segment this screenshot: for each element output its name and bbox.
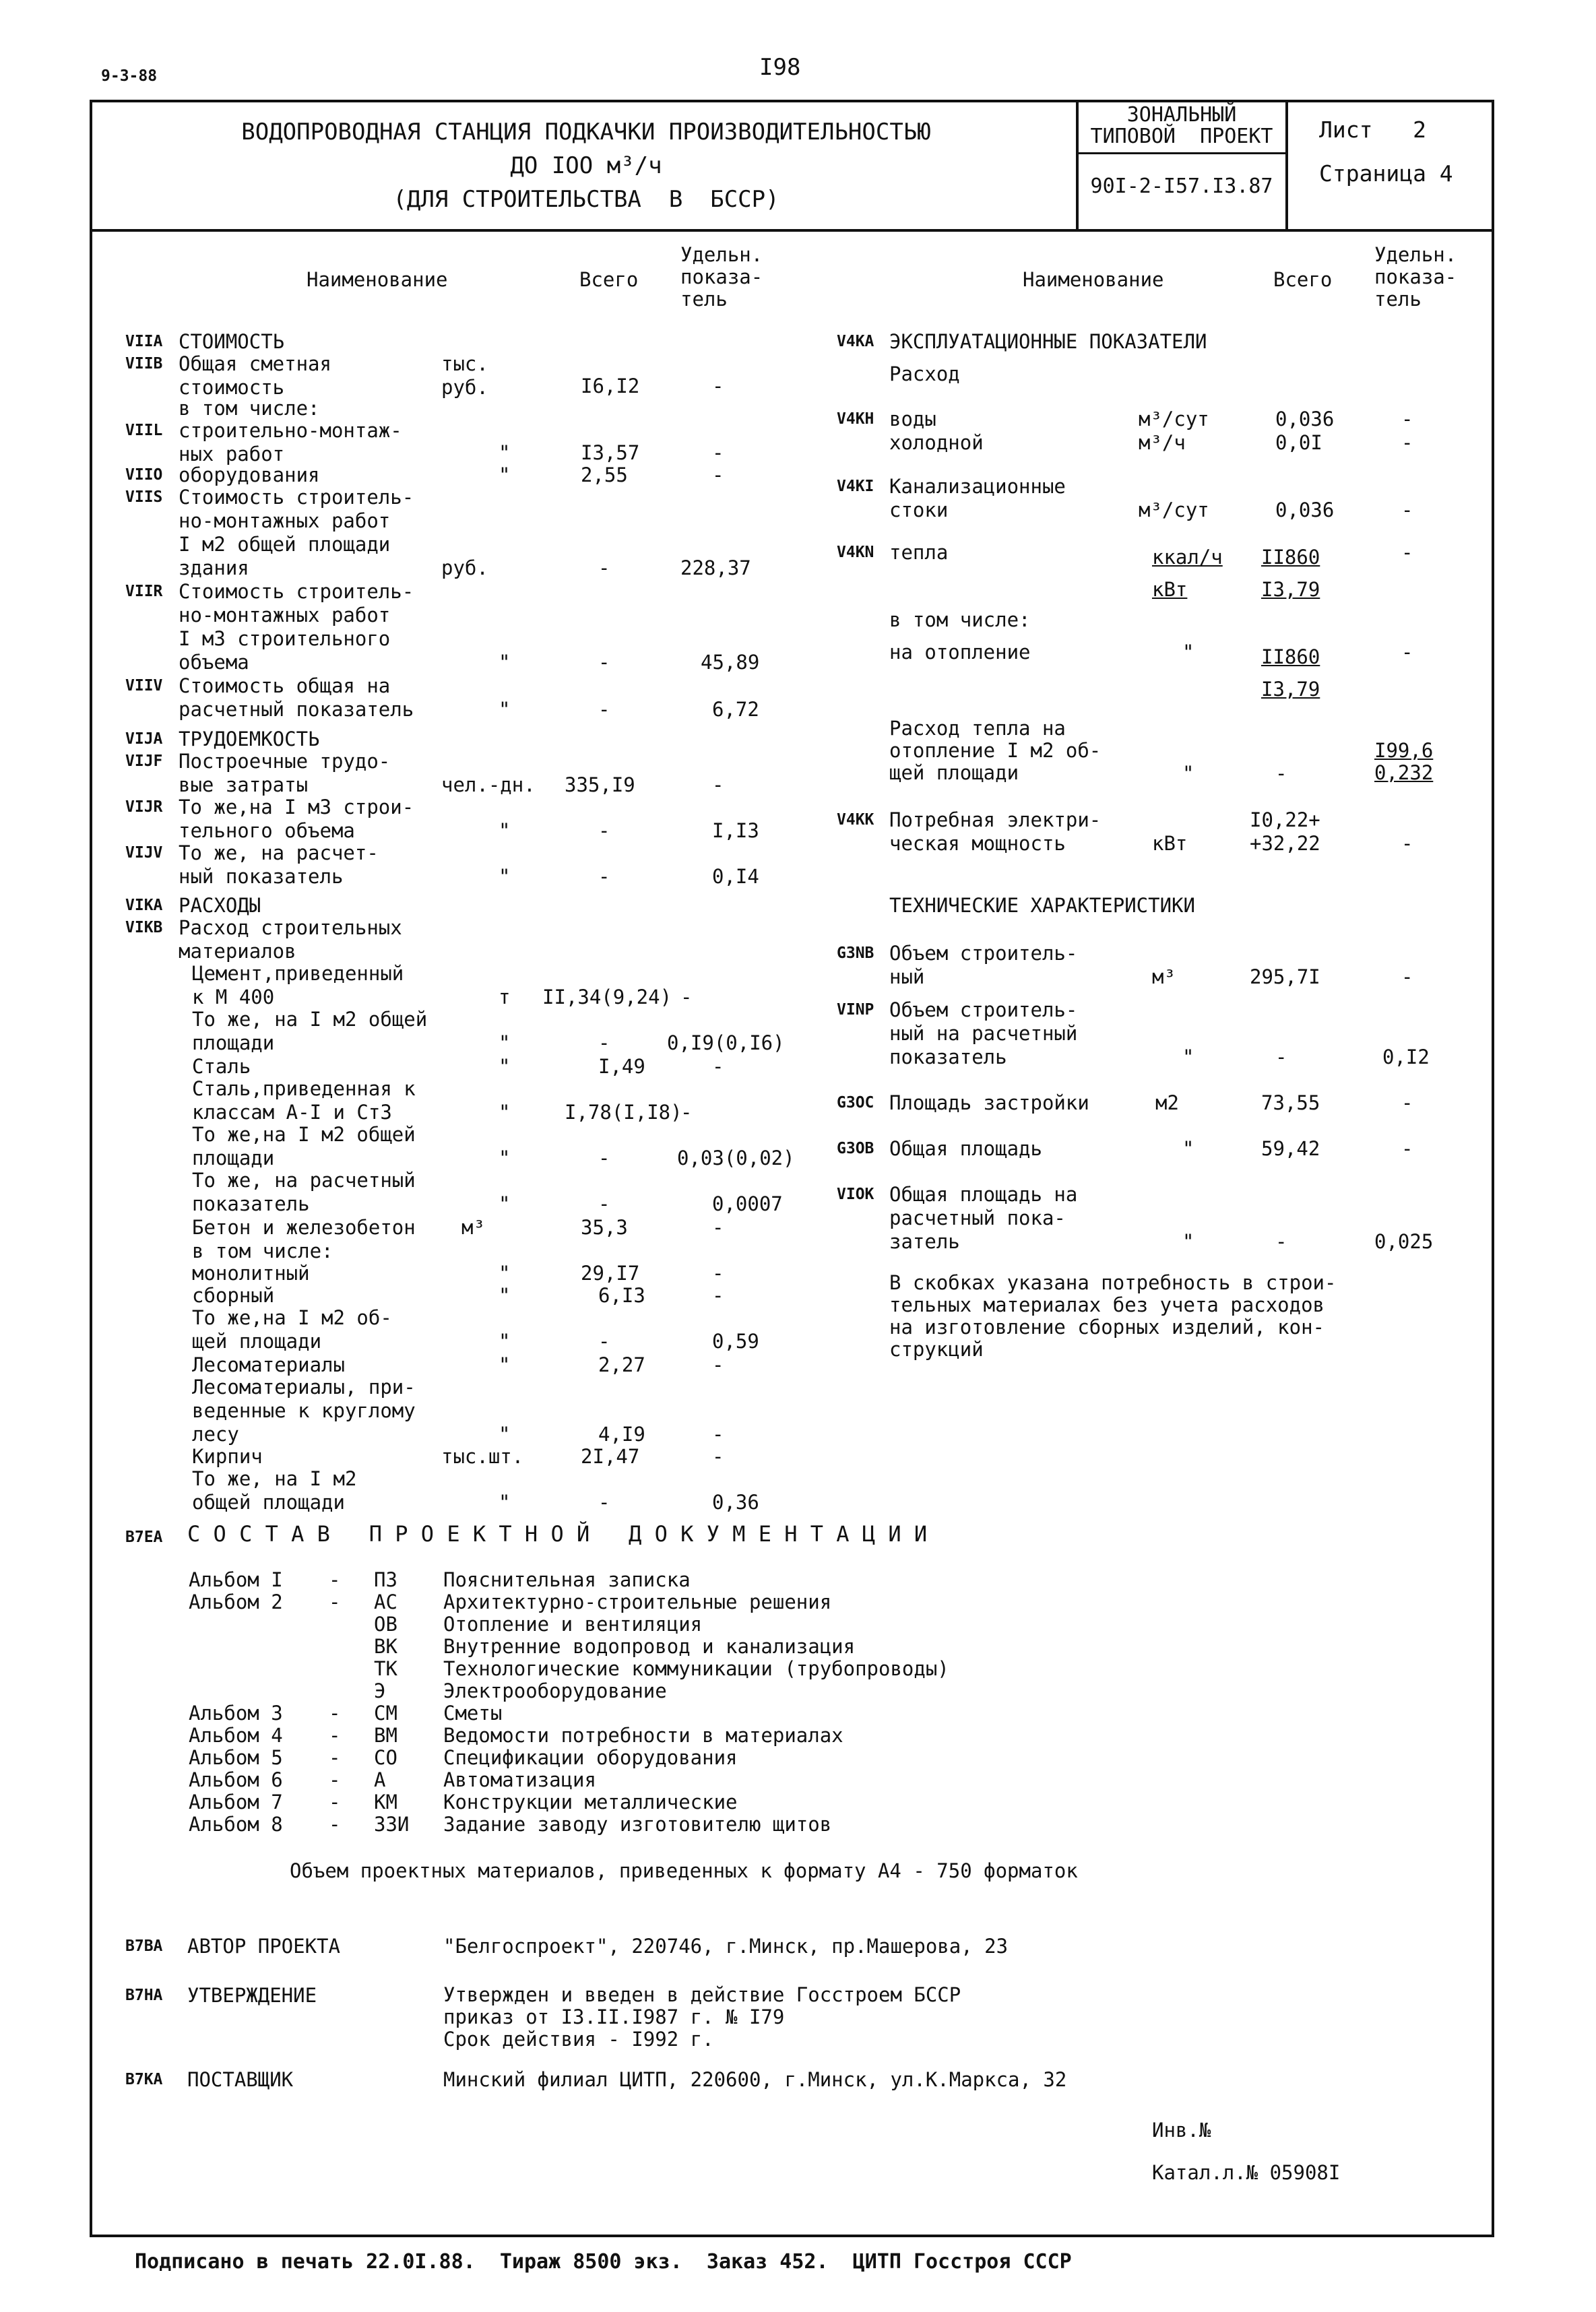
row-label: Общая площадь <box>889 1137 1042 1160</box>
album-mark: АС <box>374 1591 397 1613</box>
row-unit: " <box>499 1192 511 1215</box>
row-unit: тыс.шт. <box>441 1445 524 1468</box>
album-desc: Электрооборудование <box>443 1679 667 1702</box>
row-unit: " <box>1182 762 1194 785</box>
volume-note: Объем проектных материалов, приведенных к формату А4 - 750 форматок <box>290 1859 1078 1882</box>
row-unit: чел.-дн. <box>441 773 536 796</box>
row-unit: " <box>499 1330 511 1353</box>
inventory-number: Инв.№ <box>1152 2119 1211 2142</box>
row-unit: " <box>499 1147 511 1169</box>
row-total: 295,7I <box>1250 965 1320 988</box>
row-label: Общая площадь на расчетный пока- затель <box>889 1183 1078 1253</box>
album-desc: Автоматизация <box>443 1768 596 1791</box>
row-spec: - <box>1401 1137 1413 1160</box>
album-mark: ВМ <box>374 1724 397 1747</box>
row-unit: м³/сут м³/ч <box>1139 408 1209 454</box>
composition-code: B7EA <box>125 1529 163 1546</box>
row-label: То же,на I м2 об- щей площади <box>192 1306 392 1353</box>
row-unit: " <box>1182 1137 1194 1160</box>
row-total: 2I,47 <box>581 1445 640 1468</box>
row-unit: " <box>499 441 511 464</box>
album-mark: КМ <box>374 1791 397 1813</box>
brackets-note: В скобках указана потребность в строи- тельных материалах без учета расходов на изготовление сборных изделий, кон- струкций <box>889 1271 1337 1361</box>
album-dash: - <box>329 1568 341 1591</box>
row-spec: I99,6 0,232 <box>1374 739 1434 784</box>
row-spec: - <box>712 1445 724 1468</box>
row-label: Расход строительных материалов <box>179 916 402 963</box>
row-unit: " <box>499 1284 511 1307</box>
album-name: Альбом 2 <box>189 1591 283 1613</box>
row-unit: " <box>499 1055 511 1078</box>
row-code: VIIO <box>125 466 163 484</box>
row-code: G3OB <box>837 1140 874 1157</box>
row-unit: т <box>499 986 511 1008</box>
header-divider <box>90 229 1492 232</box>
row-spec: - <box>712 441 724 464</box>
col-spec-right: Удельн. показа- тель <box>1374 243 1457 311</box>
album-dash: - <box>329 1702 341 1725</box>
row-total: - <box>1275 1230 1287 1253</box>
row-total: - <box>598 651 610 674</box>
row-label: Стоимость общая на расчетный показатель <box>179 674 414 721</box>
row-unit: " <box>499 1491 511 1514</box>
album-desc: Внутренние водопровод и канализация <box>443 1635 856 1658</box>
row-code: VIKB <box>125 919 163 936</box>
author-label: АВТОР ПРОЕКТА <box>187 1935 340 1958</box>
album-desc: Архитектурно-строительные решения <box>443 1591 832 1613</box>
album-dash: - <box>329 1813 341 1836</box>
row-label: Сталь <box>192 1055 251 1078</box>
row-code: VIIB <box>125 355 163 373</box>
row-total: - <box>598 1192 610 1215</box>
row-spec: 45,89 <box>701 651 760 674</box>
row-label: Лесоматериалы, при- веденные к круглому лесу <box>192 1376 416 1446</box>
project-number: 90I-2-I57.I3.87 <box>1090 174 1273 198</box>
row-spec: 0,I4 <box>712 865 759 888</box>
album-dash: - <box>329 1768 341 1791</box>
row-spec: - <box>712 773 724 796</box>
row-spec: - <box>1401 965 1413 988</box>
row-spec: 228,37 <box>680 556 751 579</box>
row-spec: - <box>712 463 724 486</box>
row-spec: - <box>712 1216 724 1239</box>
row-label: сборный <box>192 1284 275 1307</box>
row-spec: - <box>1401 832 1413 855</box>
album-mark: ОВ <box>374 1613 397 1636</box>
row-label: Объем строитель- ный на расчетный показатель <box>889 998 1078 1068</box>
col-spec-left: Удельн. показа- тель <box>680 243 763 311</box>
row-total: II860 I3,79 <box>1261 645 1320 701</box>
row-label: в том числе: <box>179 397 320 420</box>
row-unit: ккал/ч кВт <box>1152 546 1223 601</box>
row-spec: - <box>680 986 693 1008</box>
row-spec: I,I3 <box>712 819 759 842</box>
row-label: То же, на расчетный показатель <box>192 1169 416 1215</box>
row-unit: м³ <box>461 1216 485 1239</box>
col-name-left: Наименование <box>307 268 448 291</box>
row-total: - <box>598 698 610 721</box>
row-label: Расход тепла на отопление I м2 об- щей площади <box>889 717 1102 784</box>
row-label: ТРУДОЕМКОСТЬ <box>179 728 320 750</box>
album-mark: ВК <box>374 1635 397 1658</box>
doc-title-2: ДО IOO м³/ч <box>510 152 662 179</box>
row-code: VIKA <box>125 897 163 914</box>
row-total: - <box>598 1330 610 1353</box>
album-name: Альбом 5 <box>189 1746 283 1769</box>
row-label: ЭКСПЛУАТАЦИОННЫЕ ПОКАЗАТЕЛИ <box>889 330 1207 353</box>
row-code: VIJV <box>125 844 163 862</box>
row-unit: тыс. руб. <box>441 352 488 399</box>
row-total: - <box>598 556 610 579</box>
row-total: - <box>598 1491 610 1514</box>
row-label: Кирпич <box>192 1445 263 1468</box>
row-unit: м2 <box>1155 1091 1179 1114</box>
row-spec: - <box>1401 499 1413 521</box>
row-unit: " <box>1182 1046 1194 1068</box>
row-total: - <box>1275 762 1287 785</box>
album-mark: Э <box>374 1679 386 1702</box>
row-unit: м³/сут <box>1139 499 1209 521</box>
row-spec: - - <box>1401 408 1413 454</box>
row-total: II,34(9,24) <box>542 986 672 1008</box>
row-total: 35,3 <box>581 1216 628 1239</box>
row-label: То же, на расчет- ный показатель <box>179 841 379 888</box>
row-total: 29,I7 <box>581 1262 640 1285</box>
row-label: оборудования <box>179 463 320 486</box>
row-label: Цемент,приведенный к М 400 <box>192 962 404 1008</box>
row-total: 6,I3 <box>598 1284 645 1307</box>
row-spec: 0,59 <box>712 1330 759 1353</box>
row-label: тепла <box>889 541 949 564</box>
row-unit: " <box>499 1262 511 1285</box>
col-total-right: Всего <box>1273 268 1333 291</box>
row-code: VIJR <box>125 798 163 816</box>
doc-title-3: (ДЛЯ СТРОИТЕЛЬСТВА В БССР) <box>393 186 779 213</box>
row-spec: 0,03(0,02) <box>677 1147 795 1169</box>
album-dash: - <box>329 1591 341 1613</box>
row-code: VIJF <box>125 752 163 770</box>
row-label: То же,на I м3 строи- тельного объема <box>179 796 414 842</box>
row-label: Потребная электри- ческая мощность <box>889 808 1102 855</box>
row-spec: 6,72 <box>712 698 759 721</box>
album-name: Альбом I <box>189 1568 283 1591</box>
row-total: I,78(I,I8) <box>565 1101 682 1124</box>
row-spec: - <box>712 375 724 397</box>
row-unit: руб. <box>441 556 488 579</box>
row-label: То же, на I м2 общей площади <box>192 1008 428 1054</box>
page-label: Страница 4 <box>1319 160 1453 187</box>
catalog-sheet-number: Катал.л.№ 05908I <box>1152 2161 1341 2184</box>
album-dash: - <box>329 1791 341 1813</box>
header-vsep-2 <box>1285 100 1288 230</box>
album-name: Альбом 4 <box>189 1724 283 1747</box>
print-footer: Подписано в печать 22.0I.88. Тираж 8500 экз. Заказ 452. ЦИТП Госстроя СССР <box>135 2250 1072 2274</box>
row-total: 59,42 <box>1261 1137 1320 1160</box>
row-spec: - <box>712 1284 724 1307</box>
series-code: 9-3-88 <box>101 67 158 85</box>
row-unit: " <box>499 1423 511 1446</box>
row-unit: " <box>1182 1230 1194 1253</box>
row-label: ТЕХНИЧЕСКИЕ ХАРАКТЕРИСТИКИ <box>889 894 1195 917</box>
row-unit: " <box>499 1101 511 1124</box>
row-label: в том числе: <box>889 608 1031 631</box>
page-number: I98 <box>759 54 801 81</box>
row-spec: - <box>712 1055 724 1078</box>
row-label: Объем строитель- ный <box>889 942 1078 988</box>
album-mark: ТК <box>374 1657 397 1680</box>
row-total: - <box>598 1147 610 1169</box>
row-label: Построечные трудо- вые затраты <box>179 750 391 796</box>
row-total: 73,55 <box>1261 1091 1320 1114</box>
row-code: V4KI <box>837 478 874 495</box>
row-spec: 0,025 <box>1374 1230 1434 1253</box>
row-label: РАСХОДЫ <box>179 894 261 917</box>
album-desc: Спецификации оборудования <box>443 1746 738 1769</box>
row-label: Расход <box>889 362 960 385</box>
row-code: V4KA <box>837 333 874 350</box>
row-unit: " <box>1182 641 1194 664</box>
author-code: B7BA <box>125 1937 163 1955</box>
row-spec: 0,I2 <box>1382 1046 1430 1068</box>
row-total: - <box>1275 1046 1287 1068</box>
row-spec: 0,0007 <box>712 1192 783 1215</box>
row-total: - <box>598 1031 610 1054</box>
row-spec: 0,36 <box>712 1491 759 1514</box>
row-total: 2,55 <box>581 463 628 486</box>
row-total: I6,I2 <box>581 375 640 397</box>
zonal-label: ЗОНАЛЬНЫЙ <box>1126 103 1237 127</box>
row-total: 0,036 <box>1275 499 1335 521</box>
album-name: Альбом 8 <box>189 1813 283 1836</box>
row-total: 4,I9 <box>598 1423 645 1446</box>
row-label: Стоимость строитель- но-монтажных работ I м2 общей площади здания <box>179 486 414 579</box>
row-code: V4KN <box>837 544 874 561</box>
row-code: V4KH <box>837 410 874 428</box>
row-label: Площадь застройки <box>889 1091 1089 1114</box>
col-name-right: Наименование <box>1023 268 1164 291</box>
row-label: на отопление <box>889 641 1031 664</box>
album-name: Альбом 7 <box>189 1791 283 1813</box>
approval-value: Утвержден и введен в действие Госстроем БССР приказ от I3.II.I987 г. № I79 Срок действия - I992 г. <box>443 1983 961 2051</box>
row-total: II860 I3,79 <box>1261 546 1320 601</box>
album-desc: Отопление и вентиляция <box>443 1613 703 1636</box>
row-label: СТОИМОСТЬ <box>179 330 285 353</box>
approval-code: B7HA <box>125 1987 163 2004</box>
supplier-code: B7KA <box>125 2071 163 2088</box>
row-label: воды холодной <box>889 408 984 454</box>
author-value: "Белгоспроект", 220746, г.Минск, пр.Машерова, 23 <box>443 1935 1009 1958</box>
album-dash: - <box>329 1724 341 1747</box>
row-spec: - <box>712 1262 724 1285</box>
row-spec: - <box>1401 541 1413 564</box>
album-mark: СО <box>374 1746 397 1769</box>
col-total-left: Всего <box>579 268 639 291</box>
row-code: VIOK <box>837 1186 874 1203</box>
supplier-value: Минский филиал ЦИТП, 220600, г.Минск, ул.К.Маркса, 32 <box>443 2068 1067 2091</box>
row-unit: " <box>499 1353 511 1376</box>
row-code: VIIR <box>125 583 163 600</box>
row-label: Лесоматериалы <box>192 1353 345 1376</box>
album-desc: Конструкции металлические <box>443 1791 738 1813</box>
approval-label: УТВЕРЖДЕНИЕ <box>187 1984 317 2007</box>
row-spec: - <box>1401 641 1413 664</box>
row-total: I0,22+ +32,22 <box>1250 808 1320 855</box>
row-unit: м³ <box>1152 965 1176 988</box>
row-label: Стоимость строитель- но-монтажных работ I м3 строительного объема <box>179 580 414 674</box>
album-desc: Технологические коммуникации (трубопроводы) <box>443 1657 949 1680</box>
row-unit: " <box>499 651 511 674</box>
composition-title: С О С Т А В П Р О Е К Т Н О Й Д О К У М Е Н Т А Ц И И <box>187 1521 928 1547</box>
row-total: I,49 <box>598 1055 645 1078</box>
sheet-label: Лист 2 <box>1319 117 1426 143</box>
row-code: V4KK <box>837 811 874 829</box>
album-mark: СМ <box>374 1702 397 1725</box>
row-code: VIIS <box>125 488 163 506</box>
row-total: I3,57 <box>581 441 640 464</box>
row-label: То же, на I м2 общей площади <box>192 1467 357 1514</box>
row-label: Канализационные стоки <box>889 475 1066 521</box>
row-spec: - <box>712 1423 724 1446</box>
row-total: - <box>598 865 610 888</box>
row-spec: - <box>1401 1091 1413 1114</box>
row-unit: " <box>499 819 511 842</box>
row-code: VINP <box>837 1001 874 1019</box>
row-code: VIIA <box>125 333 163 350</box>
row-label: строительно-монтаж- ных работ <box>179 419 402 465</box>
album-mark: А <box>374 1768 386 1791</box>
album-dash: - <box>329 1746 341 1769</box>
row-unit: " <box>499 463 511 486</box>
row-total: 335,I9 <box>565 773 635 796</box>
typical-project-label: ТИПОВОЙ ПРОЕКТ <box>1090 125 1273 148</box>
row-unit: " <box>499 698 511 721</box>
row-label: То же,на I м2 общей площади <box>192 1123 416 1169</box>
row-label: монолитный <box>192 1262 310 1285</box>
row-spec: - <box>680 1101 693 1124</box>
album-mark: ПЗ <box>374 1568 397 1591</box>
album-name: Альбом 6 <box>189 1768 283 1791</box>
album-name: Альбом 3 <box>189 1702 283 1725</box>
row-label: Общая сметная стоимость <box>179 352 331 399</box>
row-unit: " <box>499 1031 511 1054</box>
row-code: VIIL <box>125 422 163 439</box>
zonal-underline <box>1079 152 1285 154</box>
row-unit: кВт <box>1152 832 1188 855</box>
row-code: G3OC <box>837 1094 874 1112</box>
row-code: VIIV <box>125 677 163 695</box>
album-mark: ЗЗИ <box>374 1813 410 1836</box>
row-code: G3NB <box>837 944 874 962</box>
row-label: Сталь,приведенная к классам А-I и Ст3 <box>192 1077 416 1124</box>
supplier-label: ПОСТАВЩИК <box>187 2068 294 2091</box>
row-spec: - <box>712 1353 724 1376</box>
row-total: 0,036 0,0I <box>1275 408 1335 454</box>
row-spec: 0,I9(0,I6) <box>667 1031 785 1054</box>
row-total: - <box>598 819 610 842</box>
album-desc: Пояснительная записка <box>443 1568 691 1591</box>
album-desc: Задание заводу изготовителю щитов <box>443 1813 832 1836</box>
row-unit: " <box>499 865 511 888</box>
row-label: Бетон и железобетон в том числе: <box>192 1216 416 1262</box>
album-desc: Сметы <box>443 1702 503 1725</box>
row-code: VIJA <box>125 730 163 748</box>
row-total: 2,27 <box>598 1353 645 1376</box>
doc-title-1: ВОДОПРОВОДНАЯ СТАНЦИЯ ПОДКАЧКИ ПРОИЗВОДИТЕЛЬНОСТЬЮ <box>241 119 931 146</box>
album-desc: Ведомости потребности в материалах <box>443 1724 843 1747</box>
